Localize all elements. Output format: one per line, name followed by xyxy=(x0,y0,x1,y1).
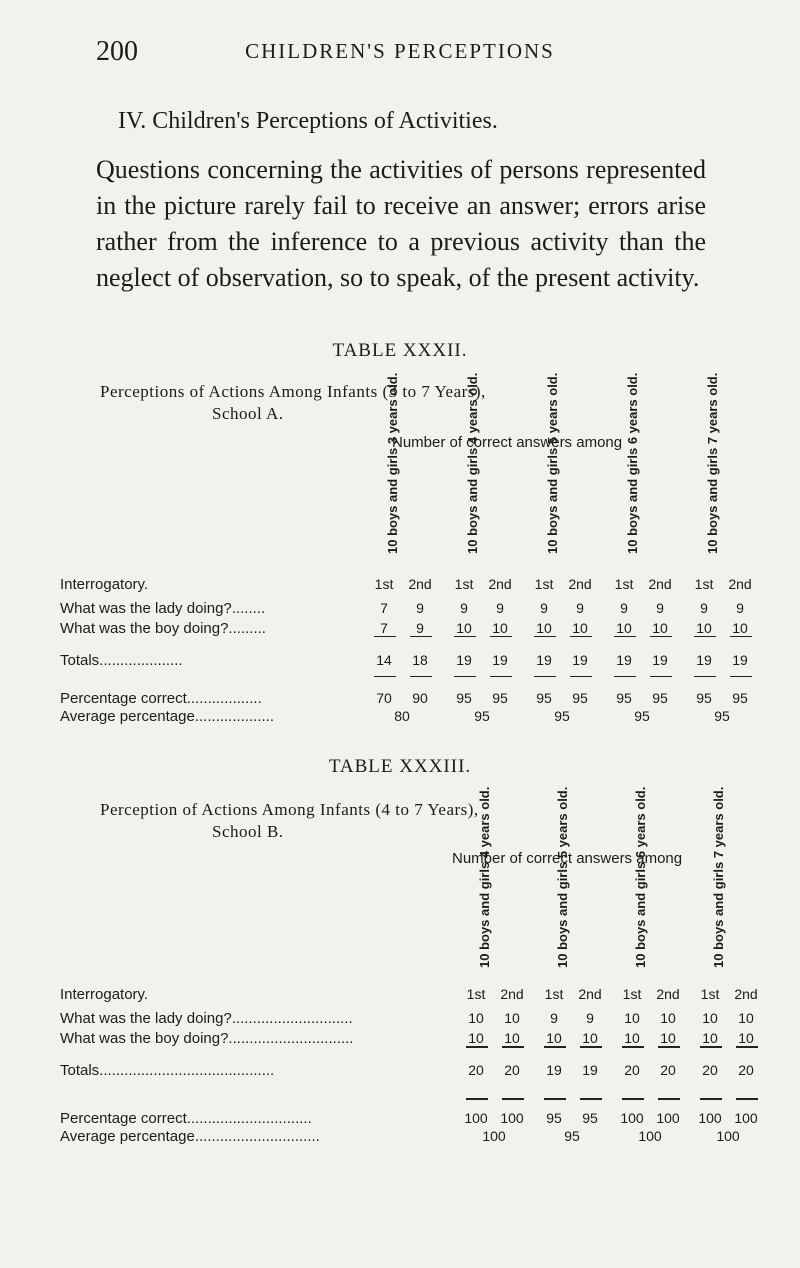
divider xyxy=(730,676,752,677)
table-row-label: What was the boy doing?.............................. xyxy=(60,1030,354,1047)
column-label: 10 boys and girls 3 years old. xyxy=(385,372,400,554)
average-row-label: Average percentage................... xyxy=(60,708,275,725)
totals-row-value: 19 xyxy=(652,652,668,668)
sub-header: 2nd xyxy=(568,576,592,592)
table-row-label: What was the boy doing?......... xyxy=(60,620,266,637)
table-row-value: 10 xyxy=(652,620,668,636)
percentage-row-value: 95 xyxy=(696,690,712,706)
table2-school: School B. xyxy=(212,822,284,841)
totals-row-value: 19 xyxy=(696,652,712,668)
table-row-value: 10 xyxy=(616,620,632,636)
totals-row-value: 20 xyxy=(624,1062,640,1078)
divider xyxy=(490,636,512,637)
table-row-value: 10 xyxy=(468,1030,484,1046)
table-row-value: 9 xyxy=(656,600,664,616)
average-row-label: Average percentage.............................. xyxy=(60,1128,320,1145)
table-row-value: 10 xyxy=(738,1030,754,1046)
percentage-row-value: 95 xyxy=(572,690,588,706)
column-label: 10 boys and girls 7 years old. xyxy=(705,372,720,554)
percentage-row-value: 95 xyxy=(536,690,552,706)
divider xyxy=(570,676,592,677)
percentage-row-value: 100 xyxy=(464,1110,488,1126)
column-label: 10 boys and girls 5 years old. xyxy=(555,786,570,968)
divider xyxy=(614,636,636,637)
row-header: Interrogatory. xyxy=(60,576,149,593)
divider xyxy=(466,1098,488,1100)
table-row-value: 9 xyxy=(620,600,628,616)
table-row-value: 9 xyxy=(550,1010,558,1026)
average-value: 100 xyxy=(482,1128,506,1144)
average-value: 95 xyxy=(634,708,650,724)
average-value: 95 xyxy=(474,708,490,724)
sub-header: 2nd xyxy=(578,986,602,1002)
divider xyxy=(694,636,716,637)
divider xyxy=(736,1046,758,1048)
totals-row-value: 20 xyxy=(660,1062,676,1078)
divider xyxy=(614,676,636,677)
table-row-value: 9 xyxy=(416,600,424,616)
column-label: 10 boys and girls 5 years old. xyxy=(545,372,560,554)
percentage-row-value: 95 xyxy=(652,690,668,706)
sub-header: 1st xyxy=(700,986,720,1002)
divider xyxy=(410,636,432,637)
totals-row-value: 20 xyxy=(738,1062,754,1078)
percentage-row-label: Percentage correct.................. xyxy=(60,690,262,707)
table1-caption: TABLE XXXII. xyxy=(332,340,468,361)
table-row-value: 10 xyxy=(624,1010,640,1026)
sub-header: 1st xyxy=(466,986,486,1002)
totals-row-value: 19 xyxy=(492,652,508,668)
average-value: 80 xyxy=(394,708,410,724)
sub-header: 2nd xyxy=(734,986,758,1002)
average-value: 95 xyxy=(714,708,730,724)
table-row-value: 9 xyxy=(460,600,468,616)
row-header: Interrogatory. xyxy=(60,986,149,1003)
divider xyxy=(502,1046,524,1048)
percentage-row-value: 90 xyxy=(412,690,428,706)
divider xyxy=(700,1046,722,1048)
divider xyxy=(700,1098,722,1100)
percentage-row-value: 100 xyxy=(500,1110,524,1126)
table-row-value: 10 xyxy=(492,620,508,636)
divider xyxy=(580,1046,602,1048)
divider xyxy=(410,676,432,677)
percentage-row-value: 100 xyxy=(734,1110,758,1126)
body-paragraph: Questions concerning the activities of persons represented in the picture rarely fail to receive an answer; errors arise rather from the inference to a previous activity than the neglect of observation, so to speak, of the present activity. xyxy=(96,155,706,292)
sub-header: 1st xyxy=(454,576,474,592)
totals-row-value: 20 xyxy=(504,1062,520,1078)
sub-header: 2nd xyxy=(648,576,672,592)
table1-column-group: Number of correct answers among xyxy=(392,434,623,451)
divider xyxy=(374,636,396,637)
percentage-row-value: 100 xyxy=(698,1110,722,1126)
percentage-row-value: 95 xyxy=(492,690,508,706)
sub-header: 2nd xyxy=(656,986,680,1002)
divider xyxy=(454,676,476,677)
table-row-value: 10 xyxy=(582,1030,598,1046)
sub-header: 1st xyxy=(374,576,394,592)
percentage-row-label: Percentage correct.............................. xyxy=(60,1110,312,1127)
sub-header: 2nd xyxy=(408,576,432,592)
sub-header: 1st xyxy=(614,576,634,592)
divider xyxy=(580,1098,602,1100)
divider xyxy=(544,1046,566,1048)
table-row-value: 10 xyxy=(572,620,588,636)
totals-row-value: 18 xyxy=(412,652,428,668)
average-value: 100 xyxy=(716,1128,740,1144)
percentage-row-value: 95 xyxy=(546,1110,562,1126)
divider xyxy=(650,676,672,677)
divider xyxy=(534,636,556,637)
totals-row-label: Totals.......................................... xyxy=(60,1062,275,1079)
totals-row-value: 20 xyxy=(468,1062,484,1078)
divider xyxy=(694,676,716,677)
divider xyxy=(374,676,396,677)
totals-row-value: 14 xyxy=(376,652,392,668)
table1-school: School A. xyxy=(212,404,284,423)
average-value: 95 xyxy=(554,708,570,724)
page-number: 200 xyxy=(96,36,138,67)
percentage-row-value: 95 xyxy=(456,690,472,706)
divider xyxy=(650,636,672,637)
table-row-value: 9 xyxy=(700,600,708,616)
table-row-value: 10 xyxy=(536,620,552,636)
sub-header: 2nd xyxy=(488,576,512,592)
section-title: IV. Children's Perceptions of Activities. xyxy=(118,108,498,134)
divider xyxy=(736,1098,758,1100)
column-label: 10 boys and girls 4 years old. xyxy=(465,372,480,554)
percentage-row-value: 95 xyxy=(732,690,748,706)
column-label: 10 boys and girls 4 years old. xyxy=(477,786,492,968)
totals-row-value: 19 xyxy=(732,652,748,668)
sub-header: 1st xyxy=(622,986,642,1002)
totals-row-value: 20 xyxy=(702,1062,718,1078)
sub-header: 2nd xyxy=(728,576,752,592)
column-label: 10 boys and girls 7 years old. xyxy=(711,786,726,968)
table-row-value: 10 xyxy=(732,620,748,636)
table-row-value: 10 xyxy=(546,1030,562,1046)
divider xyxy=(730,636,752,637)
divider xyxy=(658,1046,680,1048)
divider xyxy=(544,1098,566,1100)
page-header xyxy=(0,36,800,76)
sub-header: 1st xyxy=(544,986,564,1002)
table-row-value: 10 xyxy=(504,1010,520,1026)
divider xyxy=(570,636,592,637)
table-row-value: 10 xyxy=(696,620,712,636)
divider xyxy=(622,1098,644,1100)
table1-subtitle: Perceptions of Actions Among Infants (3 to 7 Years), xyxy=(100,382,486,401)
table-row-value: 10 xyxy=(660,1030,676,1046)
table-row-value: 9 xyxy=(416,620,424,636)
totals-row-label: Totals.................... xyxy=(60,652,183,669)
divider xyxy=(622,1046,644,1048)
divider xyxy=(534,676,556,677)
table-row-value: 10 xyxy=(624,1030,640,1046)
table2-subtitle: Perception of Actions Among Infants (4 to 7 Years), xyxy=(100,800,479,819)
table-row-value: 9 xyxy=(576,600,584,616)
sub-header: 1st xyxy=(694,576,714,592)
table-row-value: 9 xyxy=(496,600,504,616)
totals-row-value: 19 xyxy=(546,1062,562,1078)
totals-row-value: 19 xyxy=(572,652,588,668)
divider xyxy=(502,1098,524,1100)
column-label: 10 boys and girls 6 years old. xyxy=(625,372,640,554)
sub-header: 2nd xyxy=(500,986,524,1002)
percentage-row-value: 95 xyxy=(582,1110,598,1126)
totals-row-value: 19 xyxy=(616,652,632,668)
table-row-value: 9 xyxy=(736,600,744,616)
totals-row-value: 19 xyxy=(536,652,552,668)
totals-row-value: 19 xyxy=(456,652,472,668)
divider xyxy=(658,1098,680,1100)
divider xyxy=(454,636,476,637)
average-value: 95 xyxy=(564,1128,580,1144)
divider xyxy=(490,676,512,677)
table2-caption: TABLE XXXIII. xyxy=(328,756,472,777)
percentage-row-value: 100 xyxy=(620,1110,644,1126)
table-row-value: 10 xyxy=(702,1010,718,1026)
running-head: CHILDREN'S PERCEPTIONS xyxy=(245,39,555,63)
table-row-value: 9 xyxy=(586,1010,594,1026)
table-row-label: What was the lady doing?............................. xyxy=(60,1010,353,1027)
table2-column-group: Number of correct answers among xyxy=(452,850,683,867)
table-row-value: 10 xyxy=(468,1010,484,1026)
table-row-value: 7 xyxy=(380,600,388,616)
table-row-value: 10 xyxy=(504,1030,520,1046)
table-row-value: 10 xyxy=(660,1010,676,1026)
divider xyxy=(466,1046,488,1048)
totals-row-value: 19 xyxy=(582,1062,598,1078)
percentage-row-value: 70 xyxy=(376,690,392,706)
table-row-value: 7 xyxy=(380,620,388,636)
percentage-row-value: 95 xyxy=(616,690,632,706)
sub-header: 1st xyxy=(534,576,554,592)
table-row-value: 10 xyxy=(702,1030,718,1046)
percentage-row-value: 100 xyxy=(656,1110,680,1126)
column-label: 10 boys and girls 6 years old. xyxy=(633,786,648,968)
table-row-value: 10 xyxy=(738,1010,754,1026)
table-row-value: 9 xyxy=(540,600,548,616)
table-row-value: 10 xyxy=(456,620,472,636)
table-row-label: What was the lady doing?........ xyxy=(60,600,266,617)
average-value: 100 xyxy=(638,1128,662,1144)
